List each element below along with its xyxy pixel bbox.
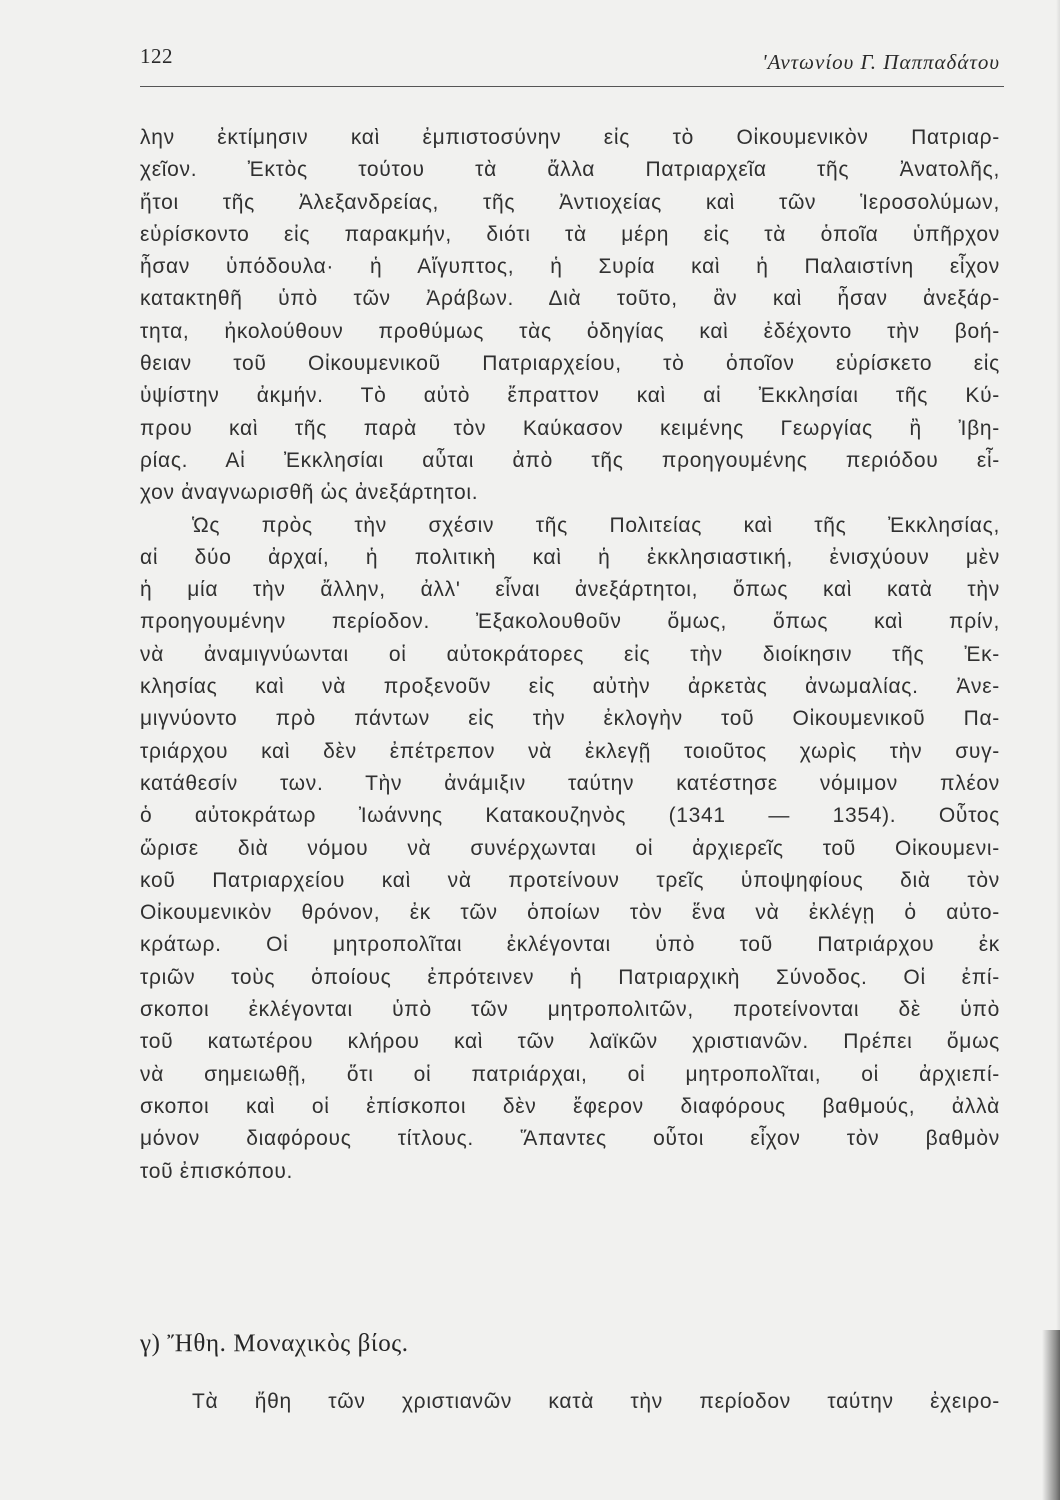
body-text (140, 122, 1000, 1188)
text-line: κατάθεσίν των. Τὴν ἀνάμιξιν ταύτην κατέστησε νόμιμον πλέον (140, 771, 1000, 795)
paragraph-first-line: Τὰ ἤθη τῶν χριστιανῶν κατὰ τὴν περίοδον ταύτην ἐχειρο- (192, 1390, 1000, 1413)
text-line: θειαν τοῦ Οἰκουμενικοῦ Πατριαρχείου, τὸ ὁποῖον εὑρίσκετο εἰς (140, 352, 1000, 376)
text-line: ἡ μία τὴν ἄλλην, ἀλλ' εἶναι ἀνεξάρτητοι, ὅπως καὶ κατὰ τὴν (140, 578, 1000, 602)
running-head: 'Αντωνίου Γ. Παππαδάτου (762, 50, 1000, 74)
paragraph-first-line: Ὡς πρὸς τὴν σχέσιν τῆς Πολιτείας καὶ τῆς Ἐκκλησίας, (192, 513, 1000, 537)
text-line: τριῶν τοὺς ὁποίους ἐπρότεινεν ἡ Πατριαρχικὴ Σύνοδος. Οἱ ἐπί- (140, 965, 1000, 989)
text-line: νὰ σημειωθῇ, ὅτι οἱ πατριάρχαι, οἱ μητροπολῖται, οἱ ἀρχιεπί- (140, 1062, 1000, 1086)
text-line: εὑρίσκοντο εἰς παρακμήν, διότι τὰ μέρη εἰς τὰ ὁποῖα ὑπῆρχον (140, 222, 1000, 246)
text-line: κοῦ Πατριαρχείου καὶ νὰ προτείνουν τρεῖς ὑποψηφίους διὰ τὸν (140, 868, 1000, 892)
text-line: τοῦ κατωτέρου κλήρου καὶ τῶν λαϊκῶν χριστιανῶν. Πρέπει ὅμως (140, 1030, 1000, 1054)
text-line: αἱ δύο ἀρχαί, ἡ πολιτικὴ καὶ ἡ ἐκκλησιαστική, ἐνισχύουν μὲν (140, 545, 1000, 569)
text-line: προηγουμένην περίοδον. Ἐξακολουθοῦν ὅμως, ὅπως καὶ πρίν, (140, 610, 1000, 634)
text-line: νὰ ἀναμιγνύωνται οἱ αὐτοκράτορες εἰς τὴν διοίκησιν τῆς Ἐκ- (140, 642, 1000, 666)
text-line: σκοποι ἐκλέγονται ὑπὸ τῶν μητροπολιτῶν, προτείνονται δὲ ὑπὸ (140, 998, 1000, 1022)
text-line: λην ἐκτίμησιν καὶ ἐμπιστοσύνην εἰς τὸ Οἰκουμενικὸν Πατριαρ- (140, 126, 1000, 149)
text-line: ἦσαν ὑπόδουλα· ἡ Αἴγυπτος, ἡ Συρία καὶ ἡ Παλαιστίνη εἶχον (140, 255, 1000, 279)
text-line: Οἰκουμενικὸν θρόνον, ἐκ τῶν ὁποίων τὸν ἕνα νὰ ἐκλέγῃ ὁ αὐτο- (140, 901, 1000, 925)
section-heading: γ) Ἤθη. Μοναχικὸς βίος. (140, 1330, 409, 1357)
text-line: κατακτηθῆ ὑπὸ τῶν Ἀράβων. Διὰ τοῦτο, ἂν καὶ ἦσαν ἀνεξάρ- (140, 287, 1000, 311)
text-line: κράτωρ. Οἱ μητροπολῖται ἐκλέγονται ὑπὸ τοῦ Πατριάρχου ἐκ (140, 933, 1000, 957)
text-line: ὥρισε διὰ νόμου νὰ συνέρχωνται οἱ ἀρχιερεῖς τοῦ Οἰκουμενι- (140, 836, 1000, 860)
text-line: ὑψίστην ἀκμήν. Τὸ αὐτὸ ἔπραττον καὶ αἱ Ἐκκλησίαι τῆς Κύ- (140, 384, 1000, 408)
text-line: σκοποι καὶ οἱ ἐπίσκοποι δὲν ἔφερον διαφόρους βαθμούς, ἀλλὰ (140, 1094, 1000, 1118)
final-paragraph (140, 1386, 1000, 1418)
text-line: μόνον διαφόρους τίτλους. Ἅπαντες οὗτοι εἶχον τὸν βαθμὸν (140, 1127, 1000, 1151)
text-line: τριάρχου καὶ δὲν ἐπέτρεπον νὰ ἐκλεγῇ τοιοῦτος χωρὶς τὴν συγ- (140, 739, 1000, 763)
binding-shadow (1042, 1330, 1060, 1500)
text-line: ἤτοι τῆς Ἀλεξανδρείας, τῆς Ἀντιοχείας καὶ τῶν Ἱεροσολύμων, (140, 190, 1000, 214)
text-line: μιγνύοντο πρὸ πάντων εἰς τὴν ἐκλογὴν τοῦ Οἰκουμενικοῦ Πα- (140, 707, 1000, 731)
page-header (140, 44, 1000, 78)
text-line: ρίας. Αἱ Ἐκκλησίαι αὗται ἀπὸ τῆς προηγουμένης περιόδου εἶ- (140, 448, 1000, 472)
text-line: χεῖον. Ἐκτὸς τούτου τὰ ἄλλα Πατριαρχεῖα τῆς Ἀνατολῆς, (140, 158, 1000, 182)
page-number: 122 (140, 44, 173, 68)
text-line: πρου καὶ τῆς παρὰ τὸν Καύκασον κειμένης Γεωργίας ἢ Ἰβη- (140, 416, 1000, 440)
text-line: τοῦ ἐπισκόπου. (140, 1159, 294, 1183)
text-line: κλησίας καὶ νὰ προξενοῦν εἰς αὐτὴν ἀρκετὰς ἀνωμαλίας. Ἀνε- (140, 675, 1000, 699)
text-line: τητα, ἠκολούθουν προθύμως τὰς ὁδηγίας καὶ ἐδέχοντο τὴν βοή- (140, 319, 1000, 343)
header-rule (140, 86, 1004, 87)
text-line: ὁ αὐτοκράτωρ Ἰωάννης Κατακουζηνὸς (1341 — 1354). Οὗτος (140, 804, 1000, 828)
page-edge-shadow (1056, 0, 1060, 1500)
text-line: χον ἀναγνωρισθῆ ὡς ἀνεξάρτητοι. (140, 481, 479, 505)
